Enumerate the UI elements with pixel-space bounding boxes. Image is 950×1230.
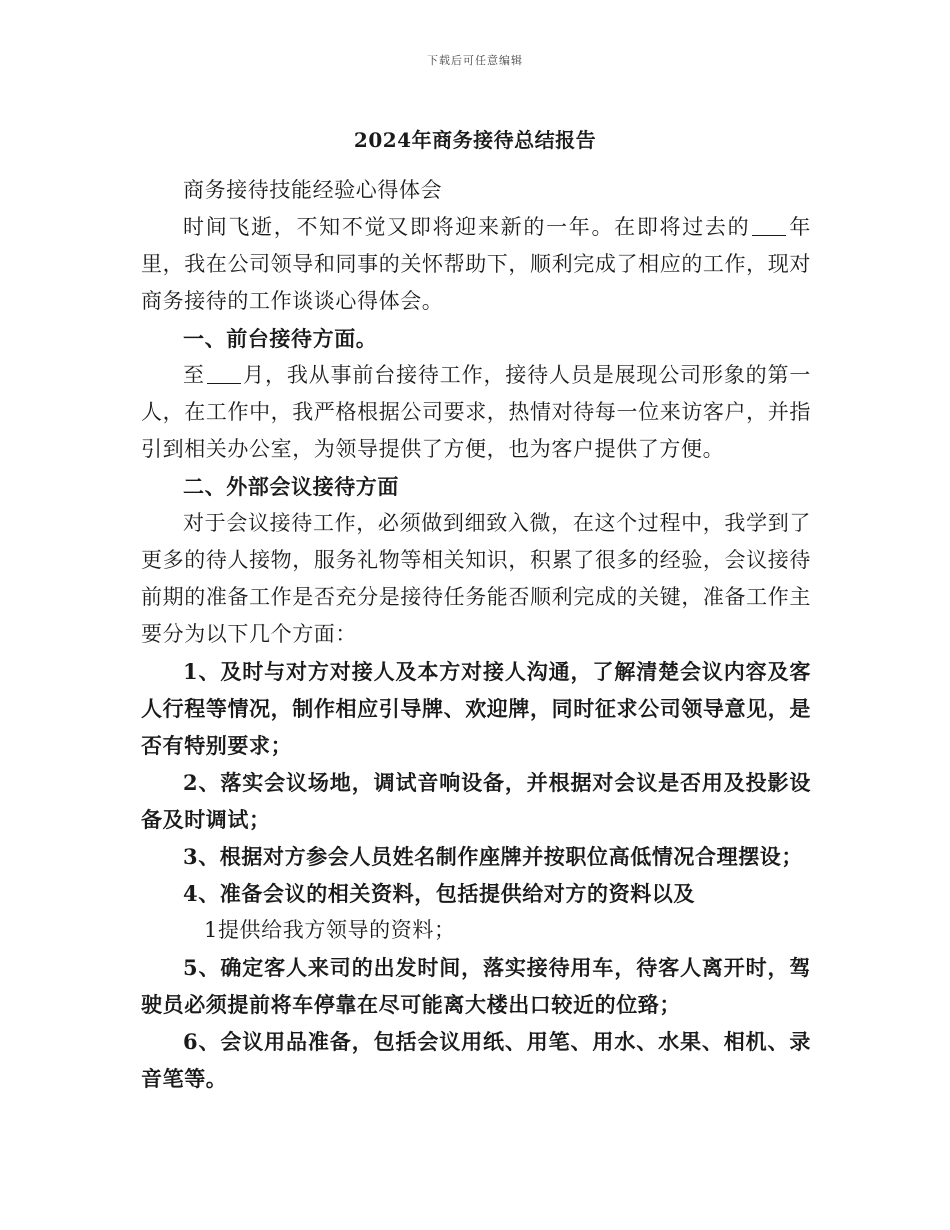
paragraph-meeting: 对于会议接待工作，必须做到细致入微，在这个过程中，我学到了更多的待人接物，服务礼物等相关知识，积累了很多的经验，会议接待前期的准备工作是否充分是接待任务能否顺利完成的关键，准备工作主要分为以下几个方面： [141, 511, 811, 646]
document-title: 2024年商务接待总结报告 [353, 128, 597, 152]
list-item-2: 2、落实会议场地，调试音响设备，并根据对会议是否用及投影设备及时调试； [141, 770, 811, 832]
fill-in-blank [207, 363, 241, 384]
list-item-4-continued: 1提供给我方领导的资料； [204, 918, 456, 942]
page-header: 下载后可任意编辑 [427, 54, 523, 67]
paragraph-reception: 至 月，我从事前台接待工作，接待人员是展现公司形象的第一人，在工作中，我严格根据公司要求，热情对待每一位来访客户，并指引到相关办公室，为领导提供了方便，也为客户提供了方便。 [141, 363, 811, 461]
section-heading-reception: 一、前台接待方面。 [183, 326, 378, 351]
list-item-1: 1、及时与对方对接人及本方对接人沟通，了解清楚会议内容及客人行程等情况，制作相应引导牌、欢迎牌，同时征求公司领导意见，是否有特别要求； [141, 659, 811, 758]
list-item-4: 4、准备会议的相关资料，包括提供给对方的资料以及 [183, 881, 696, 906]
paragraph-intro: 时间飞逝，不知不觉又即将迎来新的一年。在即将过去的 年里，我在公司领导和同事的关怀帮助下，顺利完成了相应的工作，现对商务接待的工作谈谈心得体会。 [141, 215, 811, 313]
document-body [141, 172, 811, 1097]
fill-in-blank [752, 215, 786, 236]
list-item-6: 6、会议用品准备，包括会议用纸、用笔、用水、水果、相机、录音笔等。 [141, 1029, 811, 1091]
paragraph-subtitle: 商务接待技能经验心得体会 [183, 178, 443, 202]
list-item-3: 3、根据对方参会人员姓名制作座牌并按职位高低情况合理摆设； [183, 844, 804, 869]
section-heading-meeting: 二、外部会议接待方面 [183, 474, 399, 499]
list-item-5: 5、确定客人来司的出发时间，落实接待用车，待客人离开时，驾驶员必须提前将车停靠在尽可能离大楼出口较近的位臵； [141, 955, 811, 1017]
